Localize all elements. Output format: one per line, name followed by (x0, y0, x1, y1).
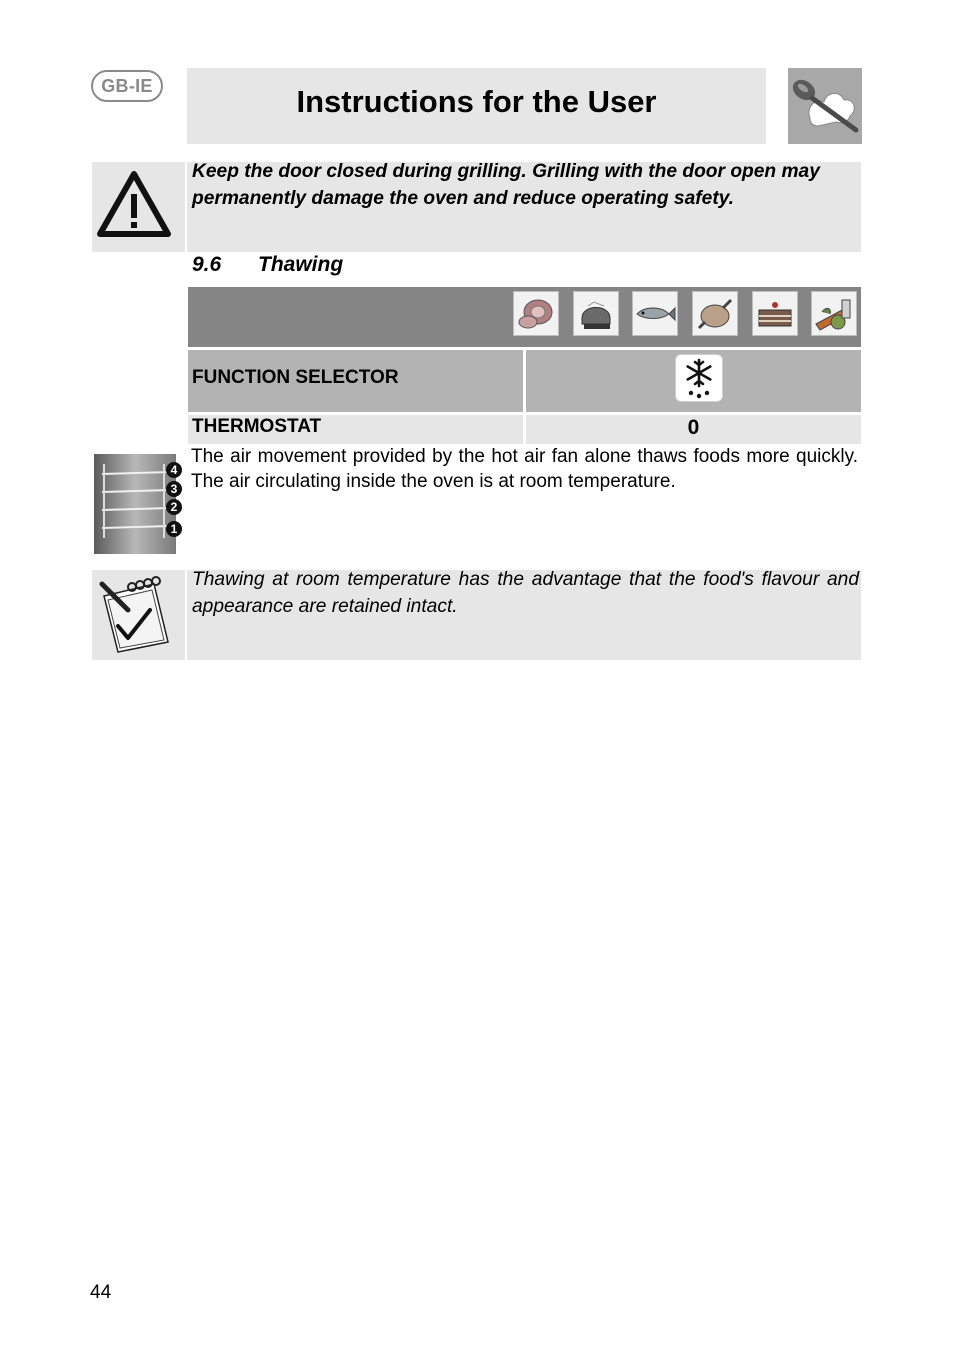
language-badge (91, 70, 163, 102)
thermostat-label: THERMOSTAT (192, 416, 322, 437)
page-number: 44 (90, 1282, 112, 1303)
description-text: The air movement provided by the hot air fan alone thaws foods more quickly. The air circulating inside the oven is at room temperature. (191, 446, 858, 492)
page-title: Instructions for the User (296, 84, 657, 119)
oven-shelf-levels-icon (94, 452, 184, 554)
section-heading (192, 252, 343, 278)
thermostat-label-cell (188, 415, 523, 444)
cake-icon (752, 291, 798, 336)
section-number: 9.6 (192, 253, 222, 276)
function-selector-label-cell (188, 350, 523, 412)
shelf-level-1: 1 (166, 521, 182, 537)
function-selector-label: FUNCTION SELECTOR (192, 367, 399, 388)
thermostat-value: 0 (687, 416, 700, 439)
meat-icon (513, 291, 559, 336)
snowflake-defrost-icon (675, 354, 723, 402)
shelf-level-3: 3 (166, 481, 182, 497)
fish-icon (632, 291, 678, 336)
function-selector-value-cell (526, 350, 861, 412)
shelf-level-4: 4 (166, 462, 182, 478)
note-text: Thawing at room temperature has the advantage that the food's flavour and appearance are retained intact. (192, 569, 859, 617)
poultry-icon (692, 291, 738, 336)
warning-text: Keep the door closed during grilling. Grilling with the door open may permanently damage the oven and reduce operating safety. (192, 161, 820, 209)
bread-icon (573, 291, 619, 336)
note-icon (92, 570, 185, 660)
chef-hat-spoon-icon (788, 68, 862, 144)
vegetables-icon (811, 291, 857, 336)
warning-icon (92, 162, 185, 252)
section-title: Thawing (258, 253, 344, 276)
food-icons-bar (188, 287, 861, 347)
shelf-level-2: 2 (166, 499, 182, 515)
thermostat-value-cell (526, 415, 861, 444)
language-code: GB-IE (101, 75, 153, 96)
